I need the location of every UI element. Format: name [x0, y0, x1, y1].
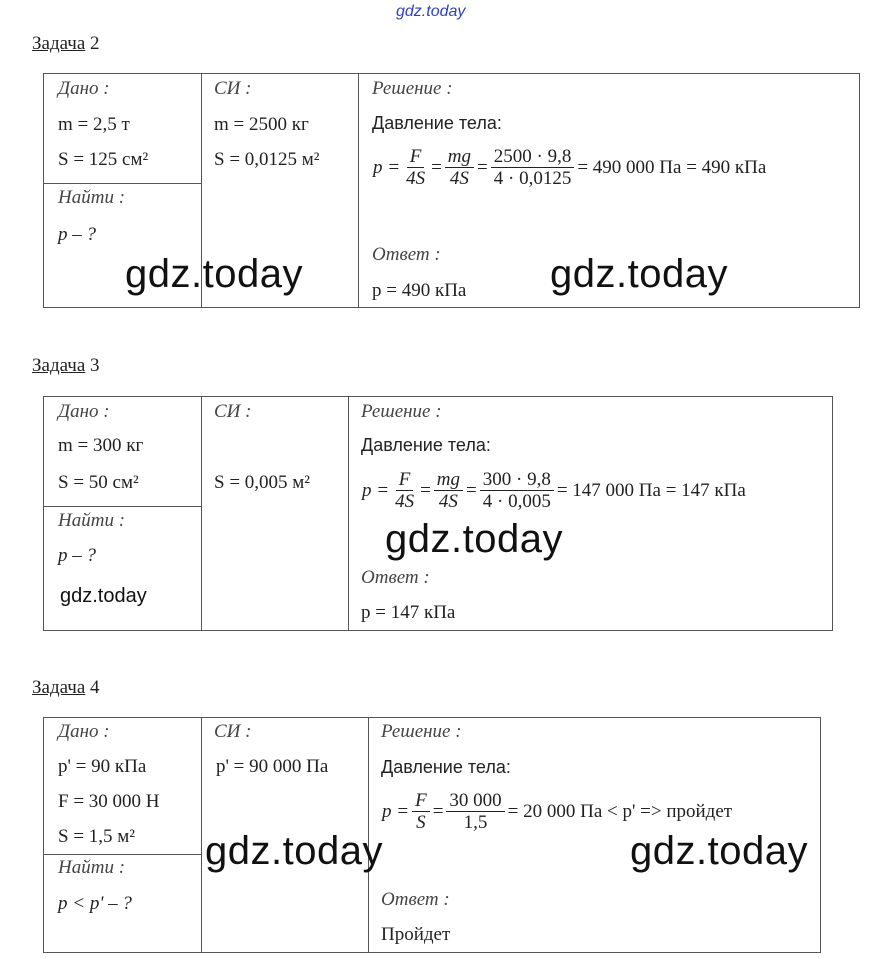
fraction-denominator: 1,5 [463, 812, 488, 833]
watermark: gdz.today [550, 252, 728, 296]
si-line: S = 0,005 м² [214, 472, 311, 493]
answer-value: p = 147 кПа [361, 602, 456, 623]
given-line: S = 125 см² [58, 149, 149, 170]
given-line: m = 300 кг [58, 435, 144, 456]
task-title-number: 2 [90, 33, 100, 54]
fraction-numerator: F [407, 146, 425, 168]
answer-header: Ответ : [381, 889, 450, 910]
fraction-numerator: mg [445, 146, 474, 168]
task-3-table [43, 396, 833, 631]
solution-text: Давление тела: [381, 757, 511, 777]
given-header: Дано : [58, 721, 110, 742]
solution-equation: p = $\frac{F}{S}$ = $\frac{30 000}{1,5}$ = 20 000 Па < p' => пройдет [382, 790, 733, 833]
watermark: gdz.today [385, 517, 563, 561]
equation-lhs: p = [382, 800, 410, 822]
given-line: p' = 90 кПа [58, 756, 147, 777]
task-4-title [32, 677, 100, 699]
answer-header: Ответ : [361, 567, 430, 588]
given-line: S = 50 см² [58, 472, 139, 493]
site-watermark-top: gdz.today [396, 3, 466, 20]
fraction [412, 790, 430, 833]
task-2-title [32, 33, 100, 55]
fraction [480, 469, 554, 512]
fraction-denominator: 4S [395, 491, 415, 512]
column-divider [348, 397, 349, 630]
given-line: S = 1,5 м² [58, 826, 136, 847]
si-line: S = 0,0125 м² [214, 149, 320, 170]
si-header: СИ : [214, 401, 252, 422]
fraction-numerator: F [396, 469, 414, 491]
fraction-denominator: 4S [438, 491, 458, 512]
watermark: gdz.today [630, 829, 808, 873]
task-title-word: Задача [32, 33, 86, 54]
row-divider [44, 183, 201, 184]
answer-value: Пройдет [381, 924, 451, 945]
fraction-denominator: 4 · 0,005 [482, 491, 551, 512]
fraction [434, 469, 463, 512]
given-header: Дано : [58, 401, 110, 422]
solution-text: Давление тела: [361, 435, 491, 455]
fraction-numerator: 30 000 [446, 790, 504, 812]
column-divider [358, 74, 359, 307]
answer-header: Ответ : [372, 244, 441, 265]
given-line: F = 30 000 Н [58, 791, 160, 812]
fraction-numerator: 300 · 9,8 [480, 469, 554, 491]
watermark: gdz.today [125, 252, 303, 296]
solution-header: Решение : [381, 721, 462, 742]
given-header: Дано : [58, 78, 110, 99]
fraction [446, 790, 504, 833]
si-line: p' = 90 000 Па [216, 756, 329, 777]
task-title-number: 4 [90, 677, 100, 698]
si-header: СИ : [214, 721, 252, 742]
find-line: p – ? [58, 224, 96, 245]
find-line: p < p' – ? [58, 893, 132, 914]
equation-result: = 20 000 Па < p' => пройдет [507, 800, 733, 822]
task-title-word: Задача [32, 677, 86, 698]
find-line: p – ? [58, 545, 96, 566]
fraction [392, 469, 417, 512]
equation-lhs: p = [362, 479, 390, 501]
given-line: m = 2,5 т [58, 114, 130, 135]
answer-value: p = 490 кПа [372, 280, 467, 301]
equation-result: = 147 000 Па = 147 кПа [556, 479, 746, 501]
fraction-denominator: 4S [406, 168, 426, 189]
find-header: Найти : [58, 510, 126, 531]
find-header: Найти : [58, 187, 126, 208]
fraction-denominator: 4 · 0,0125 [493, 168, 572, 189]
fraction-denominator: 4S [449, 168, 469, 189]
find-header: Найти : [58, 857, 126, 878]
solution-header: Решение : [361, 401, 442, 422]
equation-result: = 490 000 Па = 490 кПа [577, 156, 767, 178]
fraction [491, 146, 575, 189]
si-line: m = 2500 кг [214, 114, 309, 135]
fraction [445, 146, 474, 189]
row-divider [44, 506, 201, 507]
si-header: СИ : [214, 78, 252, 99]
fraction-numerator: 2500 · 9,8 [491, 146, 575, 168]
task-title-word: Задача [32, 355, 86, 376]
watermark: gdz.today [205, 829, 383, 873]
column-divider [201, 718, 202, 952]
solution-equation: p = $\frac{F}{4S}$ = $\frac{mg}{4S}$ = $\frac{2500 \cdot 9,8}{4 \cdot 0,0125}$ = 490 000 Па = 490 кПа [373, 146, 767, 189]
solution-text: Давление тела: [372, 113, 502, 133]
fraction [403, 146, 428, 189]
task-title-number: 3 [90, 355, 100, 376]
solution-equation: p = $\frac{F}{4S}$ = $\frac{mg}{4S}$ = $\frac{300 \cdot 9,8}{4 \cdot 0,005}$ = 147 000 Па = 147 кПа [362, 469, 746, 512]
fraction-denominator: S [416, 812, 426, 833]
equation-lhs: p = [373, 156, 401, 178]
solution-header: Решение : [372, 78, 453, 99]
fraction-numerator: F [412, 790, 430, 812]
task-3-title [32, 355, 100, 377]
column-divider [201, 397, 202, 630]
fraction-numerator: mg [434, 469, 463, 491]
watermark: gdz.today [60, 585, 147, 607]
row-divider [44, 854, 201, 855]
